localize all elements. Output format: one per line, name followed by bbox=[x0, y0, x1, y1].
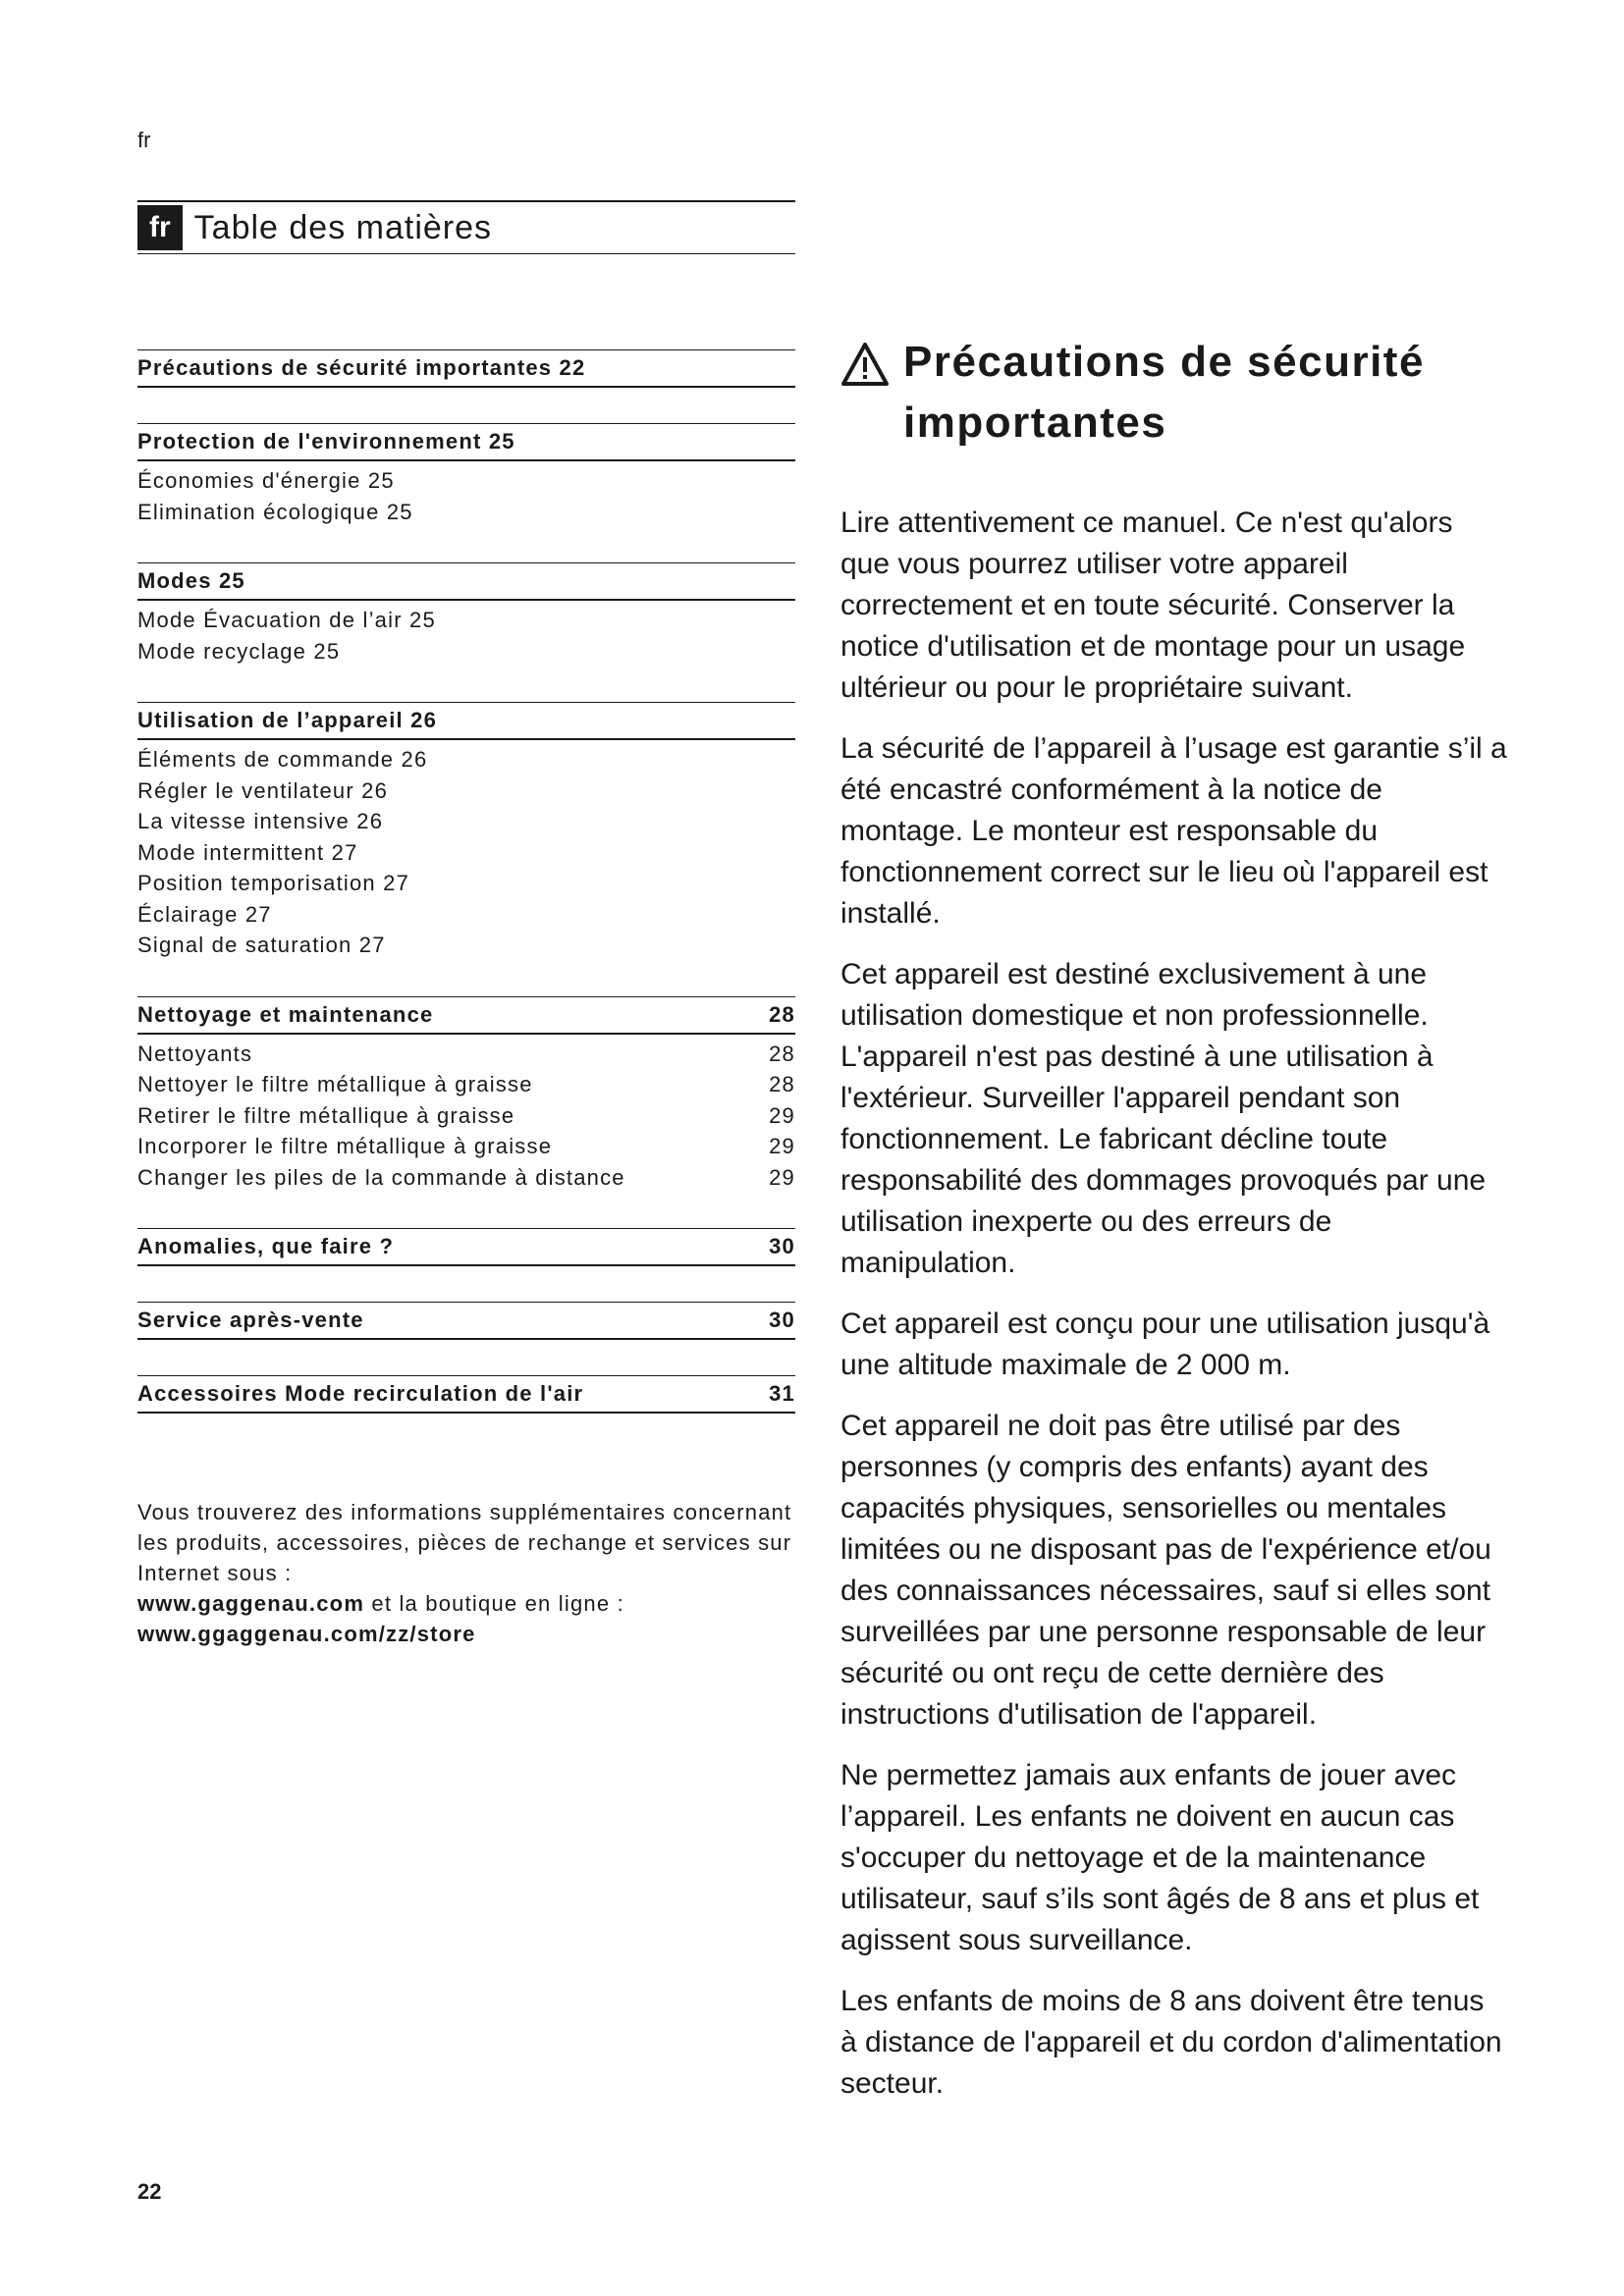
toc-section-title[interactable] bbox=[137, 349, 795, 388]
toc-entry-label: La vitesse intensive 26 bbox=[137, 809, 384, 833]
toc-entry[interactable] bbox=[137, 636, 795, 667]
toc-entry[interactable] bbox=[137, 806, 795, 837]
store-link[interactable]: www.ggaggenau.com/zz/store bbox=[137, 1622, 476, 1646]
safety-paragraph: Lire attentivement ce manuel. Ce n'est qu'alors que vous pourrez utiliser votre appareil correctement et en toute sécurité. Conserver la notice d'utilisation et de montage pour un usage ultérieur ou pour le propriétaire suivant. bbox=[840, 507, 1466, 704]
toc-entry-page bbox=[756, 605, 795, 636]
toc-entry-label: Régler le ventilateur 26 bbox=[137, 777, 389, 803]
toc-entry[interactable] bbox=[137, 1100, 795, 1132]
toc-section-label: Modes 25 bbox=[137, 568, 245, 593]
toc-section-title[interactable] bbox=[137, 423, 795, 461]
toc-entry[interactable] bbox=[137, 868, 795, 899]
toc-entry[interactable] bbox=[137, 497, 795, 528]
toc-entry[interactable] bbox=[137, 775, 795, 807]
toc-entry-label: Mode recyclage 25 bbox=[137, 638, 341, 664]
toc-entry-page bbox=[756, 465, 795, 497]
toc-section bbox=[137, 349, 795, 388]
toc-section bbox=[137, 1228, 795, 1266]
toc-entry-label: Économies d'énergie 25 bbox=[137, 468, 395, 493]
toc-section-label: Anomalies, que faire ? bbox=[137, 1234, 395, 1258]
toc-section-label: Nettoyage et maintenance bbox=[137, 1001, 434, 1027]
warning-triangle-icon bbox=[840, 342, 890, 387]
info-text: Vous trouverez des informations supplémentaires concernant les produits, accessoires, pièces de rechange et services sur Internet sous : bbox=[137, 1500, 792, 1585]
toc-section bbox=[137, 562, 795, 667]
toc-entry[interactable] bbox=[137, 899, 795, 931]
toc-entry-page bbox=[756, 930, 795, 961]
toc-entries bbox=[137, 740, 795, 961]
toc-section-title[interactable] bbox=[137, 996, 795, 1035]
toc-entry[interactable] bbox=[137, 1039, 795, 1070]
safety-paragraph: Ne permettez jamais aux enfants de jouer avec l’appareil. Les enfants ne doivent en aucun cas s'occuper du nettoyage et de la maintenance utilisateur, sauf s’ils sont âgés de 8 ans et plus et agissent sous surveillance. bbox=[840, 1759, 1480, 1956]
safety-paragraph: Cet appareil est conçu pour une utilisation jusqu'à une altitude maximale de 2 000 m. bbox=[840, 1308, 1490, 1381]
toc-title: Table des matières bbox=[193, 208, 493, 246]
toc-entry-label: Incorporer le filtre métallique à graisse bbox=[137, 1134, 553, 1158]
toc-entry-page bbox=[756, 806, 795, 837]
toc-entry-page bbox=[756, 899, 795, 931]
toc-entry-page bbox=[756, 636, 795, 667]
toc-section bbox=[137, 1375, 795, 1414]
toc-entry[interactable] bbox=[137, 605, 795, 636]
safety-paragraph: La sécurité de l’appareil à l’usage est garantie s’il a été encastré conformément à la notice de montage. Le monteur est responsable du fonctionnement correct sur le lieu où l'appareil est installé. bbox=[840, 732, 1507, 930]
toc-entries bbox=[137, 1035, 795, 1194]
toc-entry[interactable] bbox=[137, 1162, 795, 1194]
safety-title: Précautions de sécurité importantes bbox=[903, 338, 1425, 447]
toc-entries bbox=[137, 461, 795, 527]
toc-entry-label: Signal de saturation 27 bbox=[137, 933, 386, 957]
safety-paragraph: Cet appareil ne doit pas être utilisé par des personnes (y compris des enfants) ayant des capacités physiques, sensorielles ou mentales limitées ou ne disposant pas de l'expérience et/ou des connaissances nécessaires, sauf si elles sont surveillées par une personne responsable de leur sécurité ou ont reçu de cette dernière des instructions d'utilisation de l'appareil. bbox=[840, 1410, 1491, 1731]
safety-heading bbox=[840, 332, 1508, 454]
toc-section-label: Accessoires Mode recirculation de l'air bbox=[137, 1381, 584, 1406]
toc-section-label: Protection de l'environnement 25 bbox=[137, 429, 515, 454]
safety-paragraph: Cet appareil est destiné exclusivement à une utilisation domestique et non professionnelle. L'appareil n'est pas destiné à une utilisation à l'extérieur. Surveiller l'appareil pendant son fonctionnement. Le fabricant décline toute responsabilité des dommages provoqués par une utilisation inexperte ou des erreurs de manipulation. bbox=[840, 958, 1487, 1279]
toc-section-title[interactable] bbox=[137, 562, 795, 601]
language-marker: fr bbox=[137, 128, 151, 152]
toc-section-title[interactable] bbox=[137, 1375, 795, 1414]
toc-entries bbox=[137, 601, 795, 667]
toc-entry-page bbox=[756, 744, 795, 775]
toc-section-page: 30 bbox=[769, 1234, 795, 1258]
toc-header bbox=[137, 200, 795, 254]
toc-entry-page bbox=[756, 497, 795, 528]
toc-entry-label: Position temporisation 27 bbox=[137, 871, 410, 895]
info-note bbox=[137, 1497, 795, 1649]
toc-entry-page: 29 bbox=[769, 1164, 795, 1190]
toc-entry-label: Elimination écologique 25 bbox=[137, 499, 413, 524]
toc-section-page: 30 bbox=[769, 1308, 795, 1332]
toc-entry[interactable] bbox=[137, 1131, 795, 1162]
toc-entry[interactable] bbox=[137, 744, 795, 775]
toc-section-label: Précautions de sécurité importantes 22 bbox=[137, 355, 586, 380]
toc-entry-label: Mode Évacuation de l’air 25 bbox=[137, 608, 436, 632]
toc-section bbox=[137, 1302, 795, 1340]
toc-entry-label: Nettoyer le filtre métallique à graisse bbox=[137, 1072, 533, 1096]
toc-entry-label: Éléments de commande 26 bbox=[137, 747, 428, 772]
toc-entry-page: 29 bbox=[769, 1134, 795, 1158]
website-link[interactable]: www.gaggenau.com bbox=[137, 1591, 365, 1616]
toc-section bbox=[137, 423, 795, 527]
toc-section-title[interactable] bbox=[137, 702, 795, 740]
toc-entry[interactable] bbox=[137, 930, 795, 961]
toc-section bbox=[137, 702, 795, 961]
toc-entry-label: Retirer le filtre métallique à graisse bbox=[137, 1102, 515, 1128]
toc-entry-page: 28 bbox=[769, 1072, 795, 1096]
toc-section-title[interactable] bbox=[137, 1228, 795, 1266]
safety-section bbox=[840, 332, 1508, 2124]
safety-paragraph: Les enfants de moins de 8 ans doivent être tenus à distance de l'appareil et du cordon d'alimentation secteur. bbox=[840, 1985, 1502, 2100]
page-number: 22 bbox=[137, 2179, 162, 2204]
toc-entry-page bbox=[756, 837, 795, 869]
toc-section-label: Utilisation de l’appareil 26 bbox=[137, 708, 438, 732]
toc-entry-label: Nettoyants bbox=[137, 1041, 253, 1066]
table-of-contents bbox=[137, 349, 795, 1449]
toc-entry-page: 29 bbox=[769, 1102, 795, 1128]
toc-section-label: Service après-vente bbox=[137, 1308, 364, 1332]
toc-section-title[interactable] bbox=[137, 1302, 795, 1340]
toc-entry-label: Éclairage 27 bbox=[137, 901, 272, 927]
toc-entry-page bbox=[756, 868, 795, 899]
toc-entry-label: Mode intermittent 27 bbox=[137, 839, 358, 865]
toc-entry[interactable] bbox=[137, 465, 795, 497]
toc-section bbox=[137, 996, 795, 1194]
toc-section-page: 31 bbox=[769, 1381, 795, 1406]
safety-paragraphs bbox=[840, 503, 1508, 2105]
toc-entry-label: Changer les piles de la commande à distance bbox=[137, 1164, 625, 1190]
info-mid-text: et la boutique en ligne : bbox=[364, 1591, 624, 1616]
toc-section-page: 28 bbox=[769, 1001, 795, 1027]
toc-entry-page bbox=[756, 775, 795, 807]
toc-entry[interactable] bbox=[137, 837, 795, 869]
toc-entry[interactable] bbox=[137, 1069, 795, 1100]
language-badge: fr bbox=[137, 205, 183, 250]
toc-entry-page: 28 bbox=[769, 1041, 795, 1066]
